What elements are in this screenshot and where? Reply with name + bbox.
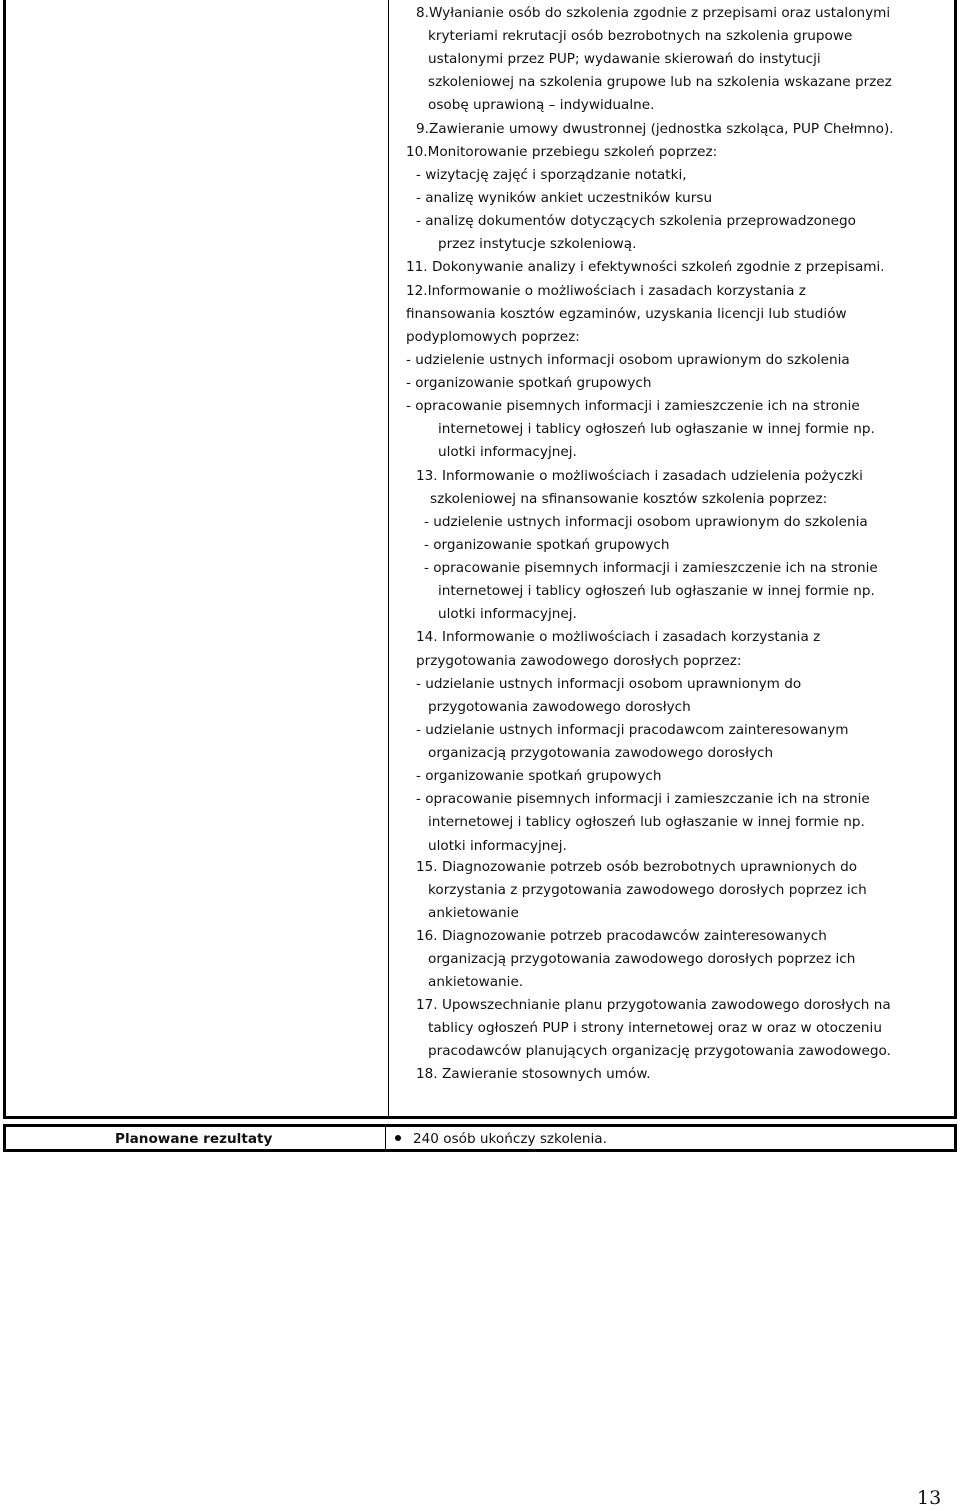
list-item: - udzielanie ustnych informacji osobom uprawnionym do [416, 676, 802, 692]
list-item: ankietowanie. [428, 974, 524, 990]
list-item: 12.Informowanie o możliwościach i zasadach korzystania z [406, 283, 806, 299]
list-item: 18. Zawieranie stosownych umów. [416, 1066, 651, 1082]
list-item: 13. Informowanie o możliwościach i zasadach udzielenia pożyczki [416, 468, 863, 484]
list-item: 17. Upowszechnianie planu przygotowania zawodowego dorosłych na [416, 997, 891, 1013]
bullet-icon [395, 1135, 401, 1141]
list-item: - opracowanie pisemnych informacji i zamieszczenie ich na stronie [406, 398, 860, 414]
list-item: przygotowania zawodowego dorosłych poprzez: [416, 653, 742, 669]
list-item: - wizytację zajęć i sporządzanie notatki, [416, 167, 687, 183]
page-number: 13 [917, 1487, 942, 1509]
list-item: osobę uprawioną – indywidualne. [428, 97, 655, 113]
list-item: ankietowanie [428, 905, 519, 921]
list-item: internetowej i tablicy ogłoszeń lub ogłaszanie w innej formie np. [428, 814, 865, 830]
list-item: 10.Monitorowanie przebiegu szkoleń poprzez: [406, 144, 718, 160]
list-item: finansowania kosztów egzaminów, uzyskania licencji lub studiów [406, 306, 847, 322]
list-item: - organizowanie spotkań grupowych [424, 537, 670, 553]
list-item: 14. Informowanie o możliwościach i zasadach korzystania z [416, 629, 821, 645]
list-item: internetowej i tablicy ogłoszeń lub ogłaszanie w innej formie np. [438, 583, 875, 599]
results-label: Planowane rezultaty [115, 1131, 273, 1147]
results-item [395, 1131, 607, 1147]
list-item: szkoleniowej na sfinansowanie kosztów szkolenia poprzez: [430, 491, 828, 507]
list-item: 15. Diagnozowanie potrzeb osób bezrobotnych uprawnionych do [416, 859, 858, 875]
list-item: korzystania z przygotowania zawodowego dorosłych poprzez ich [428, 882, 867, 898]
list-item: - organizowanie spotkań grupowych [406, 375, 652, 391]
list-item: - udzielenie ustnych informacji osobom uprawionym do szkolenia [406, 352, 850, 368]
list-item: ulotki informacyjnej. [438, 606, 577, 622]
list-item: tablicy ogłoszeń PUP i strony internetowej oraz w oraz w otoczeniu [428, 1020, 882, 1036]
list-item: 16. Diagnozowanie potrzeb pracodawców zainteresowanych [416, 928, 827, 944]
list-item: pracodawców planujących organizację przygotowania zawodowego. [428, 1043, 891, 1059]
results-row [3, 1124, 957, 1152]
list-item: internetowej i tablicy ogłoszeń lub ogłaszanie w innej formie np. [438, 421, 875, 437]
list-item: podyplomowych poprzez: [406, 329, 580, 345]
list-item: organizacją przygotowania zawodowego dorosłych poprzez ich [428, 951, 856, 967]
list-item: przez instytucje szkoleniową. [438, 236, 637, 252]
list-item: kryteriami rekrutacji osób bezrobotnych na szkolenia grupowe [428, 28, 853, 44]
list-item: - udzielanie ustnych informacji pracodawcom zainteresowanym [416, 722, 849, 738]
activities-table [3, 0, 957, 1119]
list-item: - organizowanie spotkań grupowych [416, 768, 662, 784]
list-item: ulotki informacyjnej. [428, 838, 567, 854]
column-divider [385, 1127, 386, 1149]
list-item: 9.Zawieranie umowy dwustronnej (jednostka szkoląca, PUP Chełmno). [416, 121, 894, 137]
list-item: 8.Wyłanianie osób do szkolenia zgodnie z przepisami oraz ustalonymi [416, 5, 891, 21]
list-item: - udzielenie ustnych informacji osobom uprawionym do szkolenia [424, 514, 868, 530]
column-divider [388, 0, 389, 1116]
list-item: - analizę dokumentów dotyczących szkolenia przeprowadzonego [416, 213, 856, 229]
list-item: przygotowania zawodowego dorosłych [428, 699, 691, 715]
list-item: - opracowanie pisemnych informacji i zamieszczenie ich na stronie [424, 560, 878, 576]
list-item: organizacją przygotowania zawodowego dorosłych [428, 745, 774, 761]
list-item: szkoleniowej na szkolenia grupowe lub na szkolenia wskazane przez [428, 74, 892, 90]
results-item-text: 240 osób ukończy szkolenia. [413, 1131, 607, 1147]
list-item: - analizę wyników ankiet uczestników kursu [416, 190, 713, 206]
list-item: 11. Dokonywanie analizy i efektywności szkoleń zgodnie z przepisami. [406, 259, 885, 275]
list-item: ulotki informacyjnej. [438, 444, 577, 460]
list-item: ustalonymi przez PUP; wydawanie skierowań do instytucji [428, 51, 821, 67]
list-item: - opracowanie pisemnych informacji i zamieszczanie ich na stronie [416, 791, 870, 807]
